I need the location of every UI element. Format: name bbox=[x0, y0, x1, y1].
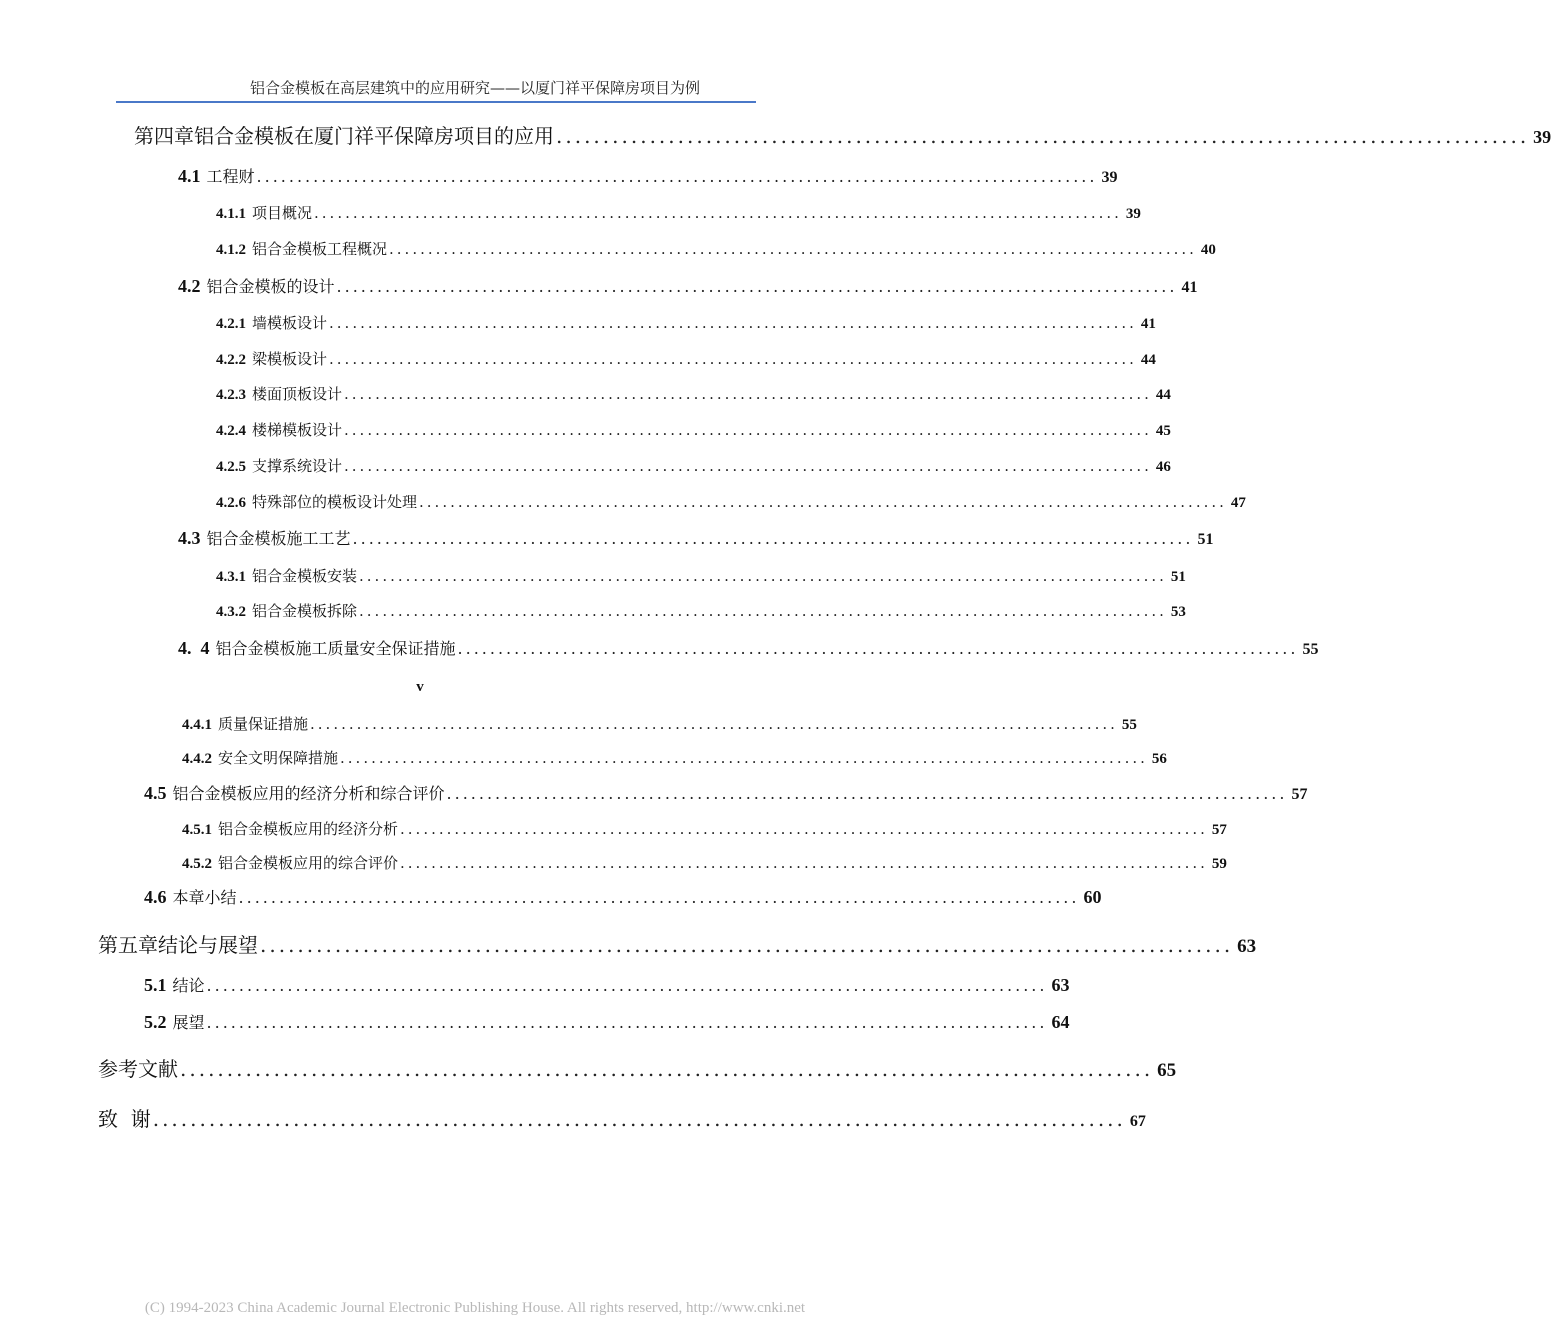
toc-entry-number: 4.2.3 bbox=[216, 387, 246, 403]
toc-entry-page: 53 bbox=[1170, 604, 1186, 620]
toc-entry-title: 支撑系统设计 bbox=[252, 457, 343, 475]
toc-entry-acknowledgements[interactable] bbox=[98, 1103, 1146, 1132]
toc-entry-subsection[interactable] bbox=[216, 383, 1171, 404]
toc-entry-number: 4.5.2 bbox=[182, 856, 212, 872]
toc-entry-title: 本章小结 bbox=[172, 888, 237, 907]
toc-entry-title: 参考文献 bbox=[98, 1057, 178, 1081]
toc-entry-number: 4.3 bbox=[178, 528, 201, 548]
toc-entry-title: 铝合金模板的设计 bbox=[206, 277, 335, 296]
toc-entry-section[interactable] bbox=[144, 885, 1102, 908]
toc-entry-page: 44 bbox=[1140, 352, 1156, 368]
header-rule bbox=[116, 101, 756, 103]
toc-entry-page: 41 bbox=[1140, 316, 1156, 332]
toc-entry-page: 51 bbox=[1170, 569, 1186, 585]
toc-entry-title: 特殊部位的模板设计处理 bbox=[252, 493, 418, 511]
dot-leader: ........................................................................................................ bbox=[344, 457, 1152, 475]
toc-entry-number: 4.1.1 bbox=[216, 206, 246, 222]
toc-entry-number: 4.2 bbox=[178, 276, 201, 296]
dot-leader: ........................................................................................................ bbox=[329, 350, 1137, 368]
toc-entry-title: 铝合金模板工程概况 bbox=[252, 240, 388, 258]
toc-entry-number: 4.1.2 bbox=[216, 242, 246, 258]
toc-entry-number: 4.2.4 bbox=[216, 423, 246, 439]
toc-entry-title: 致 谢 bbox=[98, 1107, 151, 1131]
toc-entry-title: 梁模板设计 bbox=[252, 350, 328, 368]
toc-entry-page: 39 bbox=[1125, 206, 1141, 222]
toc-entry-subsection[interactable] bbox=[182, 747, 1167, 768]
toc-entry-section[interactable] bbox=[178, 164, 1118, 187]
toc-entry-title: 项目概况 bbox=[252, 204, 313, 222]
toc-entry-page: 45 bbox=[1155, 423, 1171, 439]
toc-entry-number: 5.2 bbox=[144, 1012, 167, 1032]
toc-entry-number: 4.2.5 bbox=[216, 459, 246, 475]
dot-leader: ........................................................................................................ bbox=[340, 749, 1148, 767]
toc-entry-title: 铝合金模板安装 bbox=[252, 567, 358, 585]
toc-entry-number: 4.4.1 bbox=[182, 717, 212, 733]
toc-entry-section[interactable] bbox=[178, 274, 1198, 297]
dot-leader: ........................................................................................................ bbox=[352, 529, 1194, 548]
toc-entry-page: 39 bbox=[1533, 127, 1551, 147]
toc-entry-page: 57 bbox=[1211, 822, 1227, 838]
toc-entry-page: 44 bbox=[1155, 387, 1171, 403]
toc-entry-number: 4.5 bbox=[144, 783, 167, 803]
toc-entry-page: 64 bbox=[1051, 1012, 1070, 1032]
toc-entry-title: 铝合金模板拆除 bbox=[252, 602, 358, 620]
toc-entry-number: 4.6 bbox=[144, 887, 167, 907]
toc-entry-subsection[interactable] bbox=[216, 238, 1216, 259]
dot-leader: ........................................................................................................ bbox=[389, 240, 1197, 258]
toc-entry-section[interactable] bbox=[178, 636, 1319, 659]
dot-leader: ........................................................................................................ bbox=[400, 854, 1208, 872]
toc-entry-number: 4.2.2 bbox=[216, 352, 246, 368]
toc-entry-subsection[interactable] bbox=[216, 419, 1171, 440]
toc-entry-number: 4. 4 bbox=[178, 638, 210, 658]
toc-entry-subsection[interactable] bbox=[216, 565, 1186, 586]
dot-leader: ........................................................................................................ bbox=[419, 493, 1227, 511]
toc-entry-number: 4.5.1 bbox=[182, 822, 212, 838]
toc-entry-section[interactable] bbox=[144, 781, 1308, 804]
dot-leader: ........................................................................................................ bbox=[400, 820, 1208, 838]
toc-entry-number: 4.1 bbox=[178, 166, 201, 186]
toc-entry-subsection[interactable] bbox=[182, 852, 1227, 873]
toc-entry-page: 51 bbox=[1197, 531, 1214, 548]
toc-entry-subsection[interactable] bbox=[216, 600, 1186, 621]
toc-entry-subsection[interactable] bbox=[216, 348, 1156, 369]
dot-leader: ........................................................................................................ bbox=[344, 385, 1152, 403]
toc-entry-page: 63 bbox=[1051, 975, 1070, 995]
dot-leader: ........................................................................................................ bbox=[238, 888, 1080, 907]
dot-leader: ........................................................................................................ bbox=[206, 1013, 1048, 1032]
toc-entry-title: 工程财 bbox=[206, 167, 255, 186]
dot-leader: ........................................................................................................ bbox=[359, 602, 1167, 620]
toc-entry-page: 39 bbox=[1101, 169, 1118, 186]
toc-entry-subsection[interactable] bbox=[216, 491, 1246, 512]
toc-entry-title: 铝合金模板施工质量安全保证措施 bbox=[215, 639, 456, 658]
toc-entry-page: 46 bbox=[1155, 459, 1171, 475]
running-header: 铝合金模板在高层建筑中的应用研究——以厦门祥平保障房项目为例 bbox=[249, 79, 700, 97]
toc-entry-page: 40 bbox=[1200, 242, 1216, 258]
dot-leader: ........................................................................................................ bbox=[152, 1107, 1126, 1131]
toc-entry-page: 55 bbox=[1121, 717, 1137, 733]
toc-entry-page: 57 bbox=[1291, 786, 1308, 803]
dot-leader: ........................................................................................................ bbox=[314, 204, 1122, 222]
dot-leader: ........................................................................................................ bbox=[206, 976, 1048, 995]
toc-entry-page: 59 bbox=[1211, 856, 1227, 872]
toc-entry-title: 楼面顶板设计 bbox=[252, 385, 343, 403]
toc-entry-subsection[interactable] bbox=[216, 312, 1156, 333]
toc-entry-title: 墙模板设计 bbox=[252, 314, 328, 332]
toc-entry-chapter-5[interactable] bbox=[98, 929, 1257, 958]
toc-entry-number: 4.3.2 bbox=[216, 604, 246, 620]
toc-entry-title: 铝合金模板应用的经济分析和综合评价 bbox=[172, 784, 445, 803]
dot-leader: ........................................................................................................ bbox=[446, 784, 1288, 803]
toc-entry-section[interactable] bbox=[144, 973, 1070, 996]
toc-entry-number: 4.4.2 bbox=[182, 751, 212, 767]
toc-entry-title: 第四章铝合金模板在厦门祥平保障房项目的应用 bbox=[134, 124, 554, 148]
page-number-marker: v bbox=[416, 679, 424, 695]
toc-entry-page: 63 bbox=[1237, 936, 1257, 957]
toc-entry-subsection[interactable] bbox=[182, 818, 1227, 839]
toc-entry-title: 铝合金模板应用的经济分析 bbox=[218, 820, 399, 838]
toc-entry-title: 质量保证措施 bbox=[218, 715, 309, 733]
dot-leader: ........................................................................................................ bbox=[336, 277, 1178, 296]
toc-entry-title: 第五章结论与展望 bbox=[98, 933, 258, 957]
toc-entry-subsection[interactable] bbox=[216, 455, 1171, 476]
toc-entry-title: 结论 bbox=[172, 976, 205, 995]
toc-entry-subsection[interactable] bbox=[216, 202, 1141, 223]
dot-leader: ........................................................................................................ bbox=[310, 715, 1118, 733]
toc-entry-number: 5.1 bbox=[144, 975, 167, 995]
copyright-footer: (C) 1994-2023 China Academic Journal Electronic Publishing House. All rights reserved, http://www.cnki.net bbox=[144, 1300, 806, 1316]
dot-leader: ........................................................................................................ bbox=[344, 421, 1152, 439]
toc-entry-page: 65 bbox=[1157, 1060, 1177, 1081]
toc-entry-title: 铝合金模板施工工艺 bbox=[206, 529, 351, 548]
toc-entry-page: 60 bbox=[1083, 887, 1102, 907]
toc-entry-title: 楼梯模板设计 bbox=[252, 421, 343, 439]
dot-leader: ........................................................................................................ bbox=[556, 124, 1530, 148]
toc-entry-subsection[interactable] bbox=[182, 713, 1137, 734]
toc-entry-page: 67 bbox=[1129, 1113, 1146, 1130]
toc-entry-page: 56 bbox=[1151, 751, 1167, 767]
toc-entry-title: 展望 bbox=[172, 1013, 205, 1032]
dot-leader: ........................................................................................................ bbox=[180, 1057, 1154, 1081]
toc-entry-title: 铝合金模板应用的综合评价 bbox=[218, 854, 399, 872]
dot-leader: ........................................................................................................ bbox=[359, 567, 1167, 585]
toc-entry-page: 55 bbox=[1302, 641, 1319, 658]
dot-leader: ........................................................................................................ bbox=[457, 639, 1299, 658]
toc-entry-number: 4.2.6 bbox=[216, 495, 246, 511]
toc-entry-references[interactable] bbox=[98, 1053, 1177, 1082]
toc-entry-title: 安全文明保障措施 bbox=[218, 749, 339, 767]
toc-entry-page: 47 bbox=[1230, 495, 1246, 511]
toc-entry-section[interactable] bbox=[144, 1010, 1070, 1033]
toc-entry-section[interactable] bbox=[178, 526, 1214, 549]
toc-entry-number: 4.3.1 bbox=[216, 569, 246, 585]
dot-leader: ........................................................................................................ bbox=[329, 314, 1137, 332]
dot-leader: ........................................................................................................ bbox=[256, 167, 1098, 186]
toc-entry-number: 4.2.1 bbox=[216, 316, 246, 332]
dot-leader: ........................................................................................................ bbox=[260, 933, 1234, 957]
toc-entry-chapter-4[interactable] bbox=[134, 120, 1551, 149]
toc-entry-page: 41 bbox=[1181, 279, 1198, 296]
